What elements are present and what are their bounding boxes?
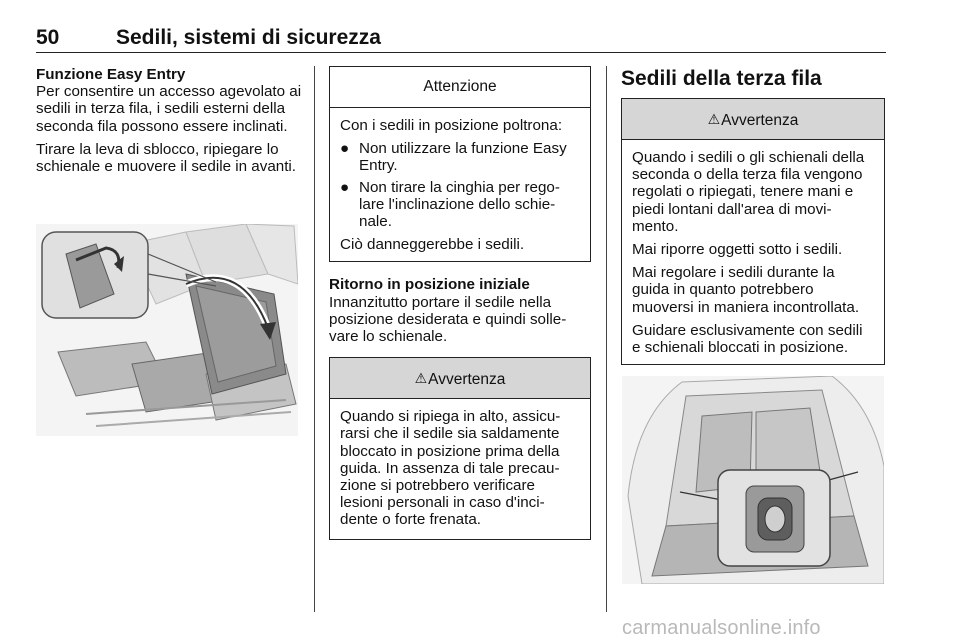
column-divider-right bbox=[606, 66, 607, 612]
column-3 bbox=[621, 66, 885, 365]
seat-fold-drawing bbox=[36, 224, 298, 436]
column-2 bbox=[329, 66, 591, 540]
warning-box-fold bbox=[329, 357, 591, 539]
warning-third-row-paragraph-3: Mai regolare i sedili durante la guida in quanto potrebbero muoversi in maniera incontrollata. bbox=[632, 264, 860, 316]
page-number: 50 bbox=[36, 26, 60, 49]
warning-triangle-icon: ⚠ bbox=[414, 370, 428, 387]
warning-third-row-paragraph-1: Quando i sedili o gli schienali della seconda o della terza fila vengono regolati o ripiegati, tenere mani e piedi lontani dall'area di movi- mento. bbox=[632, 149, 865, 235]
section-title: Sedili, sistemi di sicurezza bbox=[116, 26, 381, 49]
column-1 bbox=[36, 66, 302, 181]
warning-box-fold-title: ⚠Avvertenza bbox=[330, 358, 590, 399]
cargo-area-drawing bbox=[622, 376, 884, 584]
warning-third-row-paragraph-4: Guidare esclusivamente con sedili e schienali bloccati in posizione. bbox=[632, 321, 863, 357]
warning-third-row-paragraph-2: Mai riporre oggetti sotto i sedili. bbox=[632, 241, 843, 259]
list-item: ● Non utilizzare la funzione Easy Entry. bbox=[340, 140, 567, 175]
watermark: carmanualsonline.info bbox=[622, 617, 821, 639]
warning-triangle-icon: ⚠ bbox=[707, 111, 721, 127]
attention-intro: Con i sedili in posizione poltrona: bbox=[340, 117, 563, 134]
return-position-heading: Ritorno in posizione iniziale bbox=[329, 276, 530, 294]
easy-entry-heading: Funzione Easy Entry bbox=[36, 66, 186, 83]
warning-box-third-row bbox=[621, 98, 885, 365]
attention-box-title: Attenzione bbox=[330, 67, 590, 108]
attention-box bbox=[329, 66, 591, 262]
list-item: ● Non tirare la cinghia per rego- lare l'inclinazione dello schie- nale. bbox=[340, 178, 560, 231]
third-row-heading: Sedili della terza fila bbox=[621, 67, 822, 90]
return-position-paragraph: Innanzitutto portare il sedile nella posizione desiderata e quindi solle- vare lo schienale. bbox=[329, 293, 567, 346]
attention-closing: Ciò danneggerebbe i sedili. bbox=[340, 236, 525, 254]
bullet-icon: ● bbox=[340, 140, 350, 158]
easy-entry-paragraph-2: Tirare la leva di sblocco, ripiegare lo schienale e muovere il sedile in avanti. bbox=[36, 140, 297, 176]
third-row-cargo-illustration bbox=[622, 376, 884, 584]
page-header bbox=[36, 24, 886, 53]
warning-fold-text: Quando si ripiega in alto, assicu- rarsi che il sedile sia saldamente bloccato in posizione prima della guida. In assenza di tale precau- zione si potrebbero verificare lesioni personali in caso d'inci- dente o forte frenata. bbox=[340, 408, 561, 529]
easy-entry-paragraph-1: Per consentire un accesso agevolato ai sedili in terza fila, i sedili esterni della seconda fila possono essere inclinati. bbox=[36, 83, 302, 135]
bullet-icon: ● bbox=[340, 178, 350, 196]
column-divider-left bbox=[314, 66, 315, 612]
attention-bullet-list bbox=[340, 140, 580, 230]
warning-box-third-row-title: ⚠Avvertenza bbox=[622, 99, 884, 140]
easy-entry-seat-illustration bbox=[36, 224, 298, 436]
